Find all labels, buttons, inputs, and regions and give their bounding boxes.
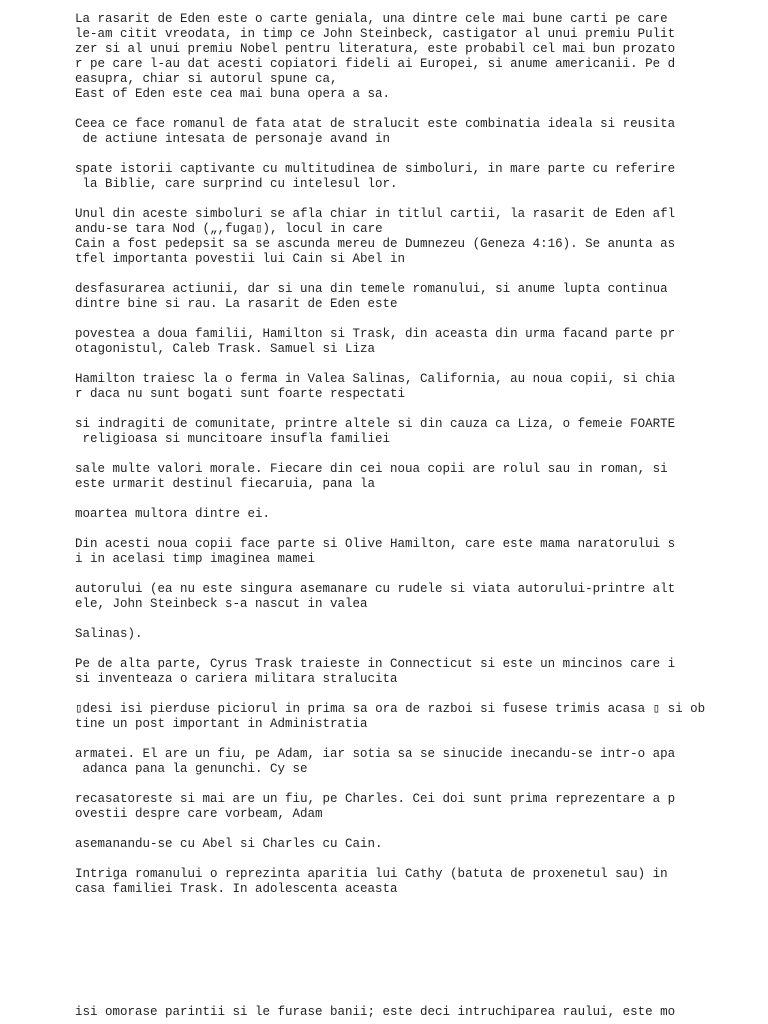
text-line: Cain a fost pedepsit sa se ascunda mereu de Dumnezeu (Geneza 4:16). Se anunta as	[75, 237, 676, 251]
text-line: Unul din aceste simboluri se afla chiar in titlul cartii, la rasarit de Eden afl	[75, 207, 676, 221]
document-paragraph	[75, 372, 715, 402]
text-line: easupra, chiar si autorul spune ca,	[75, 72, 338, 86]
document-paragraph	[75, 702, 715, 732]
document-paragraph	[75, 117, 715, 147]
text-line: Ceea ce face romanul de fata atat de stralucit este combinatia ideala si reusita	[75, 117, 676, 131]
document-paragraph	[75, 792, 715, 822]
text-line: ele, John Steinbeck s-a nascut in valea	[75, 597, 368, 611]
text-line: Pe de alta parte, Cyrus Trask traieste in Connecticut si este un mincinos care i	[75, 657, 676, 671]
text-line: desfasurarea actiunii, dar si una din temele romanului, si anume lupta continua	[75, 282, 668, 296]
document-paragraph	[75, 282, 715, 312]
text-line: Salinas).	[75, 627, 143, 641]
text-line: adanca pana la genunchi. Cy se	[75, 762, 308, 776]
text-line: de actiune intesata de personaje avand in	[75, 132, 391, 146]
document-paragraph	[75, 507, 715, 522]
text-line: si inventeaza o cariera militara stralucita	[75, 672, 398, 686]
text-line: Din acesti noua copii face parte si Olive Hamilton, care este mama naratorului s	[75, 537, 676, 551]
document-paragraph-bottom	[75, 1005, 715, 1020]
text-line: r daca nu sunt bogati sunt foarte respectati	[75, 387, 406, 401]
document-paragraph	[75, 207, 715, 267]
text-line: asemanandu-se cu Abel si Charles cu Cain.	[75, 837, 383, 851]
document-body	[75, 12, 715, 912]
text-line: casa familiei Trask. In adolescenta aceasta	[75, 882, 398, 896]
text-line: tine un post important in Administratia	[75, 717, 368, 731]
document-paragraph	[75, 12, 715, 102]
document-paragraph	[75, 537, 715, 567]
text-line: zer si al unui premiu Nobel pentru literatura, este probabil cel mai bun prozato	[75, 42, 676, 56]
document-paragraph	[75, 747, 715, 777]
text-line: armatei. El are un fiu, pe Adam, iar sotia sa se sinucide inecandu-se intr-o apa	[75, 747, 676, 761]
text-line: Hamilton traiesc la o ferma in Valea Salinas, California, au noua copii, si chia	[75, 372, 676, 386]
text-line: si indragiti de comunitate, printre altele si din cauza ca Liza, o femeie FOARTE	[75, 417, 676, 431]
text-line: sale multe valori morale. Fiecare din cei noua copii are rolul sau in roman, si	[75, 462, 668, 476]
document-paragraph	[75, 627, 715, 642]
text-line: La rasarit de Eden este o carte geniala, una dintre cele mai bune carti pe care	[75, 12, 668, 26]
text-line: este urmarit destinul fiecaruia, pana la	[75, 477, 376, 491]
text-line: Intriga romanului o reprezinta aparitia lui Cathy (batuta de proxenetul sau) in	[75, 867, 668, 881]
document-paragraph	[75, 327, 715, 357]
text-line: autorului (ea nu este singura asemanare cu rudele si viata autorului-printre alt	[75, 582, 676, 596]
text-line: ▯desi isi pierduse piciorul in prima sa ora de razboi si fusese trimis acasa ▯ si ob	[75, 702, 706, 716]
document-paragraph	[75, 657, 715, 687]
document-paragraph	[75, 417, 715, 447]
text-line: spate istorii captivante cu multitudinea de simboluri, in mare parte cu referire	[75, 162, 676, 176]
text-line: religioasa si muncitoare insufla familiei	[75, 432, 391, 446]
text-line: andu-se tara Nod („,fuga▯), locul in care	[75, 222, 383, 236]
text-line: tfel importanta povestii lui Cain si Abel in	[75, 252, 406, 266]
text-line: i in acelasi timp imaginea mamei	[75, 552, 316, 566]
text-line: r pe care l-au dat acesti copiatori fideli ai Europei, si anume americanii. Pe d	[75, 57, 676, 71]
document-paragraph	[75, 462, 715, 492]
text-line: otagonistul, Caleb Trask. Samuel si Liza	[75, 342, 376, 356]
document-paragraph	[75, 162, 715, 192]
document-paragraph	[75, 837, 715, 852]
text-line: la Biblie, care surprind cu intelesul lor.	[75, 177, 398, 191]
text-line: povestea a doua familii, Hamilton si Trask, din aceasta din urma facand parte pr	[75, 327, 676, 341]
text-line: recasatoreste si mai are un fiu, pe Charles. Cei doi sunt prima reprezentare a p	[75, 792, 676, 806]
document-paragraph	[75, 582, 715, 612]
text-line: isi omorase parintii si le furase banii; este deci intruchiparea raului, este mo	[75, 1005, 676, 1019]
text-line: dintre bine si rau. La rasarit de Eden este	[75, 297, 398, 311]
document-paragraph	[75, 867, 715, 897]
text-line: moartea multora dintre ei.	[75, 507, 271, 521]
text-line: East of Eden este cea mai buna opera a sa.	[75, 87, 391, 101]
text-line: le-am citit vreodata, in timp ce John Steinbeck, castigator al unui premiu Pulit	[75, 27, 676, 41]
text-line: ovestii despre care vorbeam, Adam	[75, 807, 323, 821]
